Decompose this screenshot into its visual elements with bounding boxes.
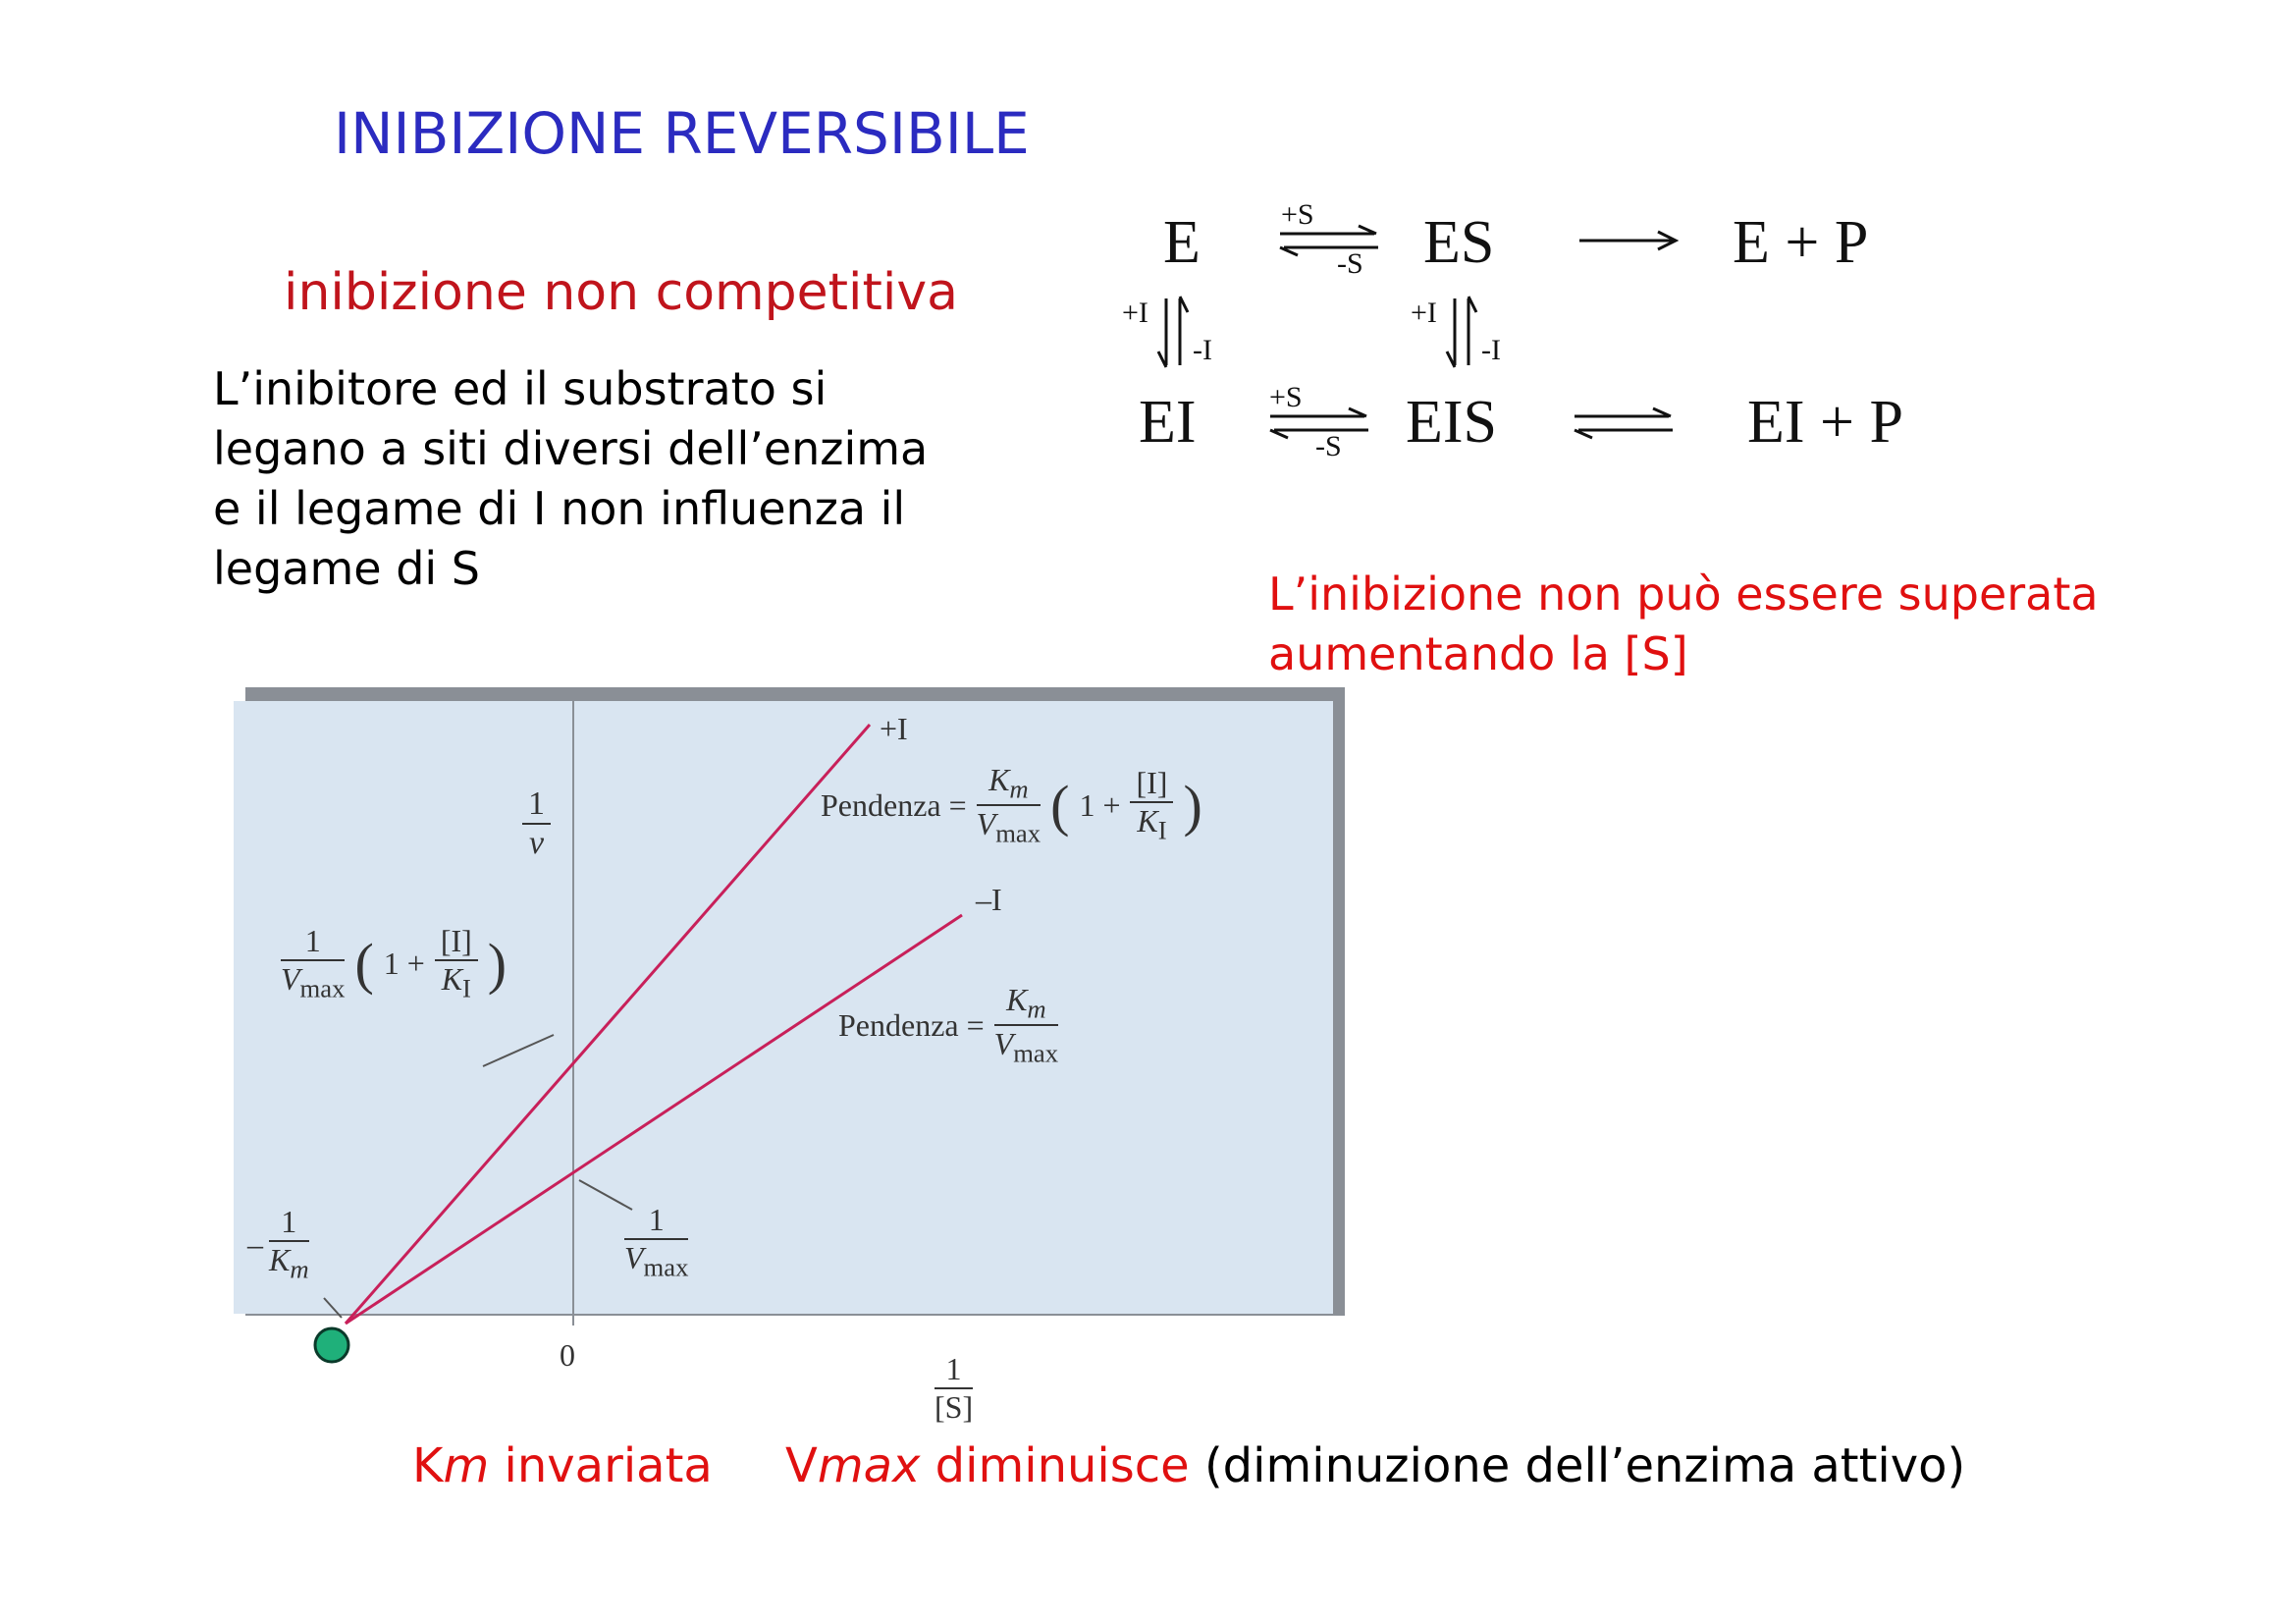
arrow-right-icon [1575,228,1683,253]
scheme-eis: EIS [1406,389,1497,456]
y-intercept-label: 1 $V_{max}$ [624,1202,689,1282]
note-text: L’inibizione non può essere superata aumentando la [S] [1268,568,2099,680]
scheme-minus-i: -I [1481,334,1501,366]
x-axis-label: 1 [S] [934,1351,974,1425]
equilibrium-arrow-icon [1571,406,1679,440]
scheme-minus-i: -I [1193,334,1212,366]
scheme-plus-i: +I [1122,297,1148,329]
origin-label: 0 [560,1337,575,1373]
scheme-plus-i: +I [1411,297,1437,329]
km-caption: Km invariata [412,1438,713,1493]
equilibrium-arrow-icon [1266,406,1374,440]
equilibrium-arrow-icon [1276,224,1384,257]
scheme-product: E + P [1733,209,1869,276]
scheme-minus-s: -S [1337,247,1363,280]
y-intercept-inhibited-label: $\frac{1}{V_{max}}$ ( 1 + $\frac{[I]}{K_I}$ ) [281,923,507,1003]
scheme-plus-s: +S [1281,198,1314,231]
description-text: L’inibitore ed il substrato si legano a siti diversi dell’enzima e il legame di I non influenza il legame di S [213,362,929,595]
vertical-equilibrium-icon [1156,295,1192,371]
intercept-dot-icon [312,1325,351,1365]
scheme-plus-s: +S [1269,381,1303,413]
scheme-es: ES [1423,209,1495,276]
page-title: INIBIZIONE REVERSIBILE [334,100,1030,167]
vmax-caption: Vmax diminuisce (diminuzione dell’enzima attivo) [785,1438,1966,1493]
scheme-product: EI + P [1747,389,1903,456]
slope-minus-i-formula: Pendenza = $\frac{K_m}{V_{max}}$ [838,982,1059,1068]
y-axis-label: 1 v [522,785,551,862]
vertical-equilibrium-icon [1445,295,1480,371]
scheme-e: E [1163,209,1201,276]
scheme-minus-s: -S [1315,430,1342,462]
slope-plus-i-formula: Pendenza = $\frac{K_m}{V_{max}}$ ( 1 + $\frac{[I]}{K_I}$ ) [821,762,1202,848]
plus-i-label: +I [880,711,908,746]
subtitle: inibizione non competitiva [284,263,958,322]
x-intercept-label: – $\frac{1}{K_m}$ [247,1204,309,1284]
scheme-ei: EI [1139,389,1197,456]
minus-i-label: –I [976,882,1002,917]
